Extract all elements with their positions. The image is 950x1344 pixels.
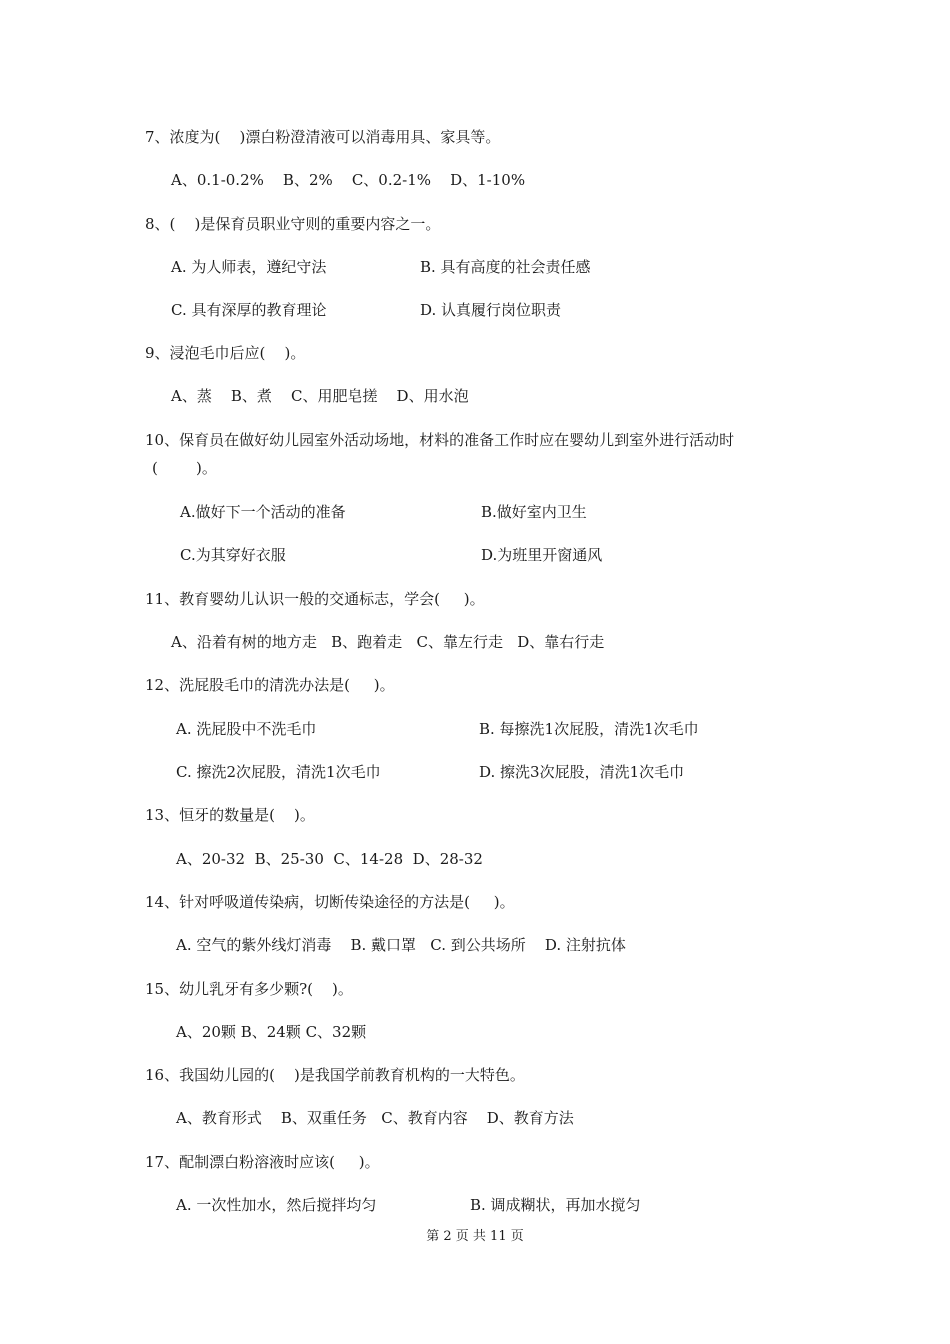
option-line: A、教育形式 B、双重任务 C、教育内容 D、教育方法 — [176, 1109, 574, 1127]
question-15: 15、幼儿乳牙有多少颗?( )。 — [145, 980, 353, 998]
option-b: B. 调成糊状，再加水搅匀 — [470, 1196, 641, 1214]
option-c: C. 具有深厚的教育理论 — [171, 301, 327, 319]
question-10-continued: ( )。 — [152, 459, 217, 477]
question-17: 17、配制漂白粉溶液时应该( )。 — [145, 1153, 380, 1171]
question-10: 10、保育员在做好幼儿园室外活动场地，材料的准备工作时应在婴幼儿到室外进行活动时 — [145, 431, 735, 449]
option-line: A、0.1-0.2% B、2% C、0.2-1% D、1-10% — [171, 171, 526, 189]
option-d: D. 认真履行岗位职责 — [420, 301, 562, 319]
option-line: A. 空气的紫外线灯消毒 B. 戴口罩 C. 到公共场所 D. 注射抗体 — [176, 936, 626, 954]
question-14: 14、针对呼吸道传染病，切断传染途径的方法是( )。 — [145, 893, 515, 911]
option-line: A、20颗 B、24颗 C、32颗 — [176, 1023, 367, 1041]
option-b: B. 具有高度的社会责任感 — [420, 258, 591, 276]
option-d: D. 擦洗3次屁股，清洗1次毛巾 — [479, 763, 685, 781]
option-line: A、20-32 B、25-30 C、14-28 D、28-32 — [176, 850, 483, 868]
question-9: 9、浸泡毛巾后应( )。 — [145, 344, 306, 362]
question-13: 13、恒牙的数量是( )。 — [145, 806, 315, 824]
option-a: A.做好下一个活动的准备 — [180, 503, 346, 521]
option-b: B.做好室内卫生 — [481, 503, 587, 521]
option-line: A、蒸 B、煮 C、用肥皂搓 D、用水泡 — [171, 387, 469, 405]
option-line: A、沿着有树的地方走 B、跑着走 C、靠左行走 D、靠右行走 — [171, 633, 605, 651]
option-b: B. 每擦洗1次屁股，清洗1次毛巾 — [479, 720, 699, 738]
question-12: 12、洗屁股毛巾的清洗办法是( )。 — [145, 676, 395, 694]
option-a: A. 一次性加水，然后搅拌均匀 — [176, 1196, 377, 1214]
option-a: A. 洗屁股中不洗毛巾 — [176, 720, 317, 738]
question-16: 16、我国幼儿园的( )是我国学前教育机构的一大特色。 — [145, 1066, 525, 1084]
option-a: A. 为人师表，遵纪守法 — [171, 258, 327, 276]
page-footer: 第 2 页 共 11 页 — [426, 1229, 524, 1244]
question-8: 8、( )是保育员职业守则的重要内容之一。 — [145, 215, 441, 233]
question-11: 11、教育婴幼儿认识一般的交通标志，学会( )。 — [145, 590, 485, 608]
option-d: D.为班里开窗通风 — [481, 546, 603, 564]
option-c: C. 擦洗2次屁股，清洗1次毛巾 — [176, 763, 381, 781]
option-c: C.为其穿好衣服 — [180, 546, 286, 564]
question-7: 7、浓度为( )漂白粉澄清液可以消毒用具、家具等。 — [145, 128, 501, 146]
